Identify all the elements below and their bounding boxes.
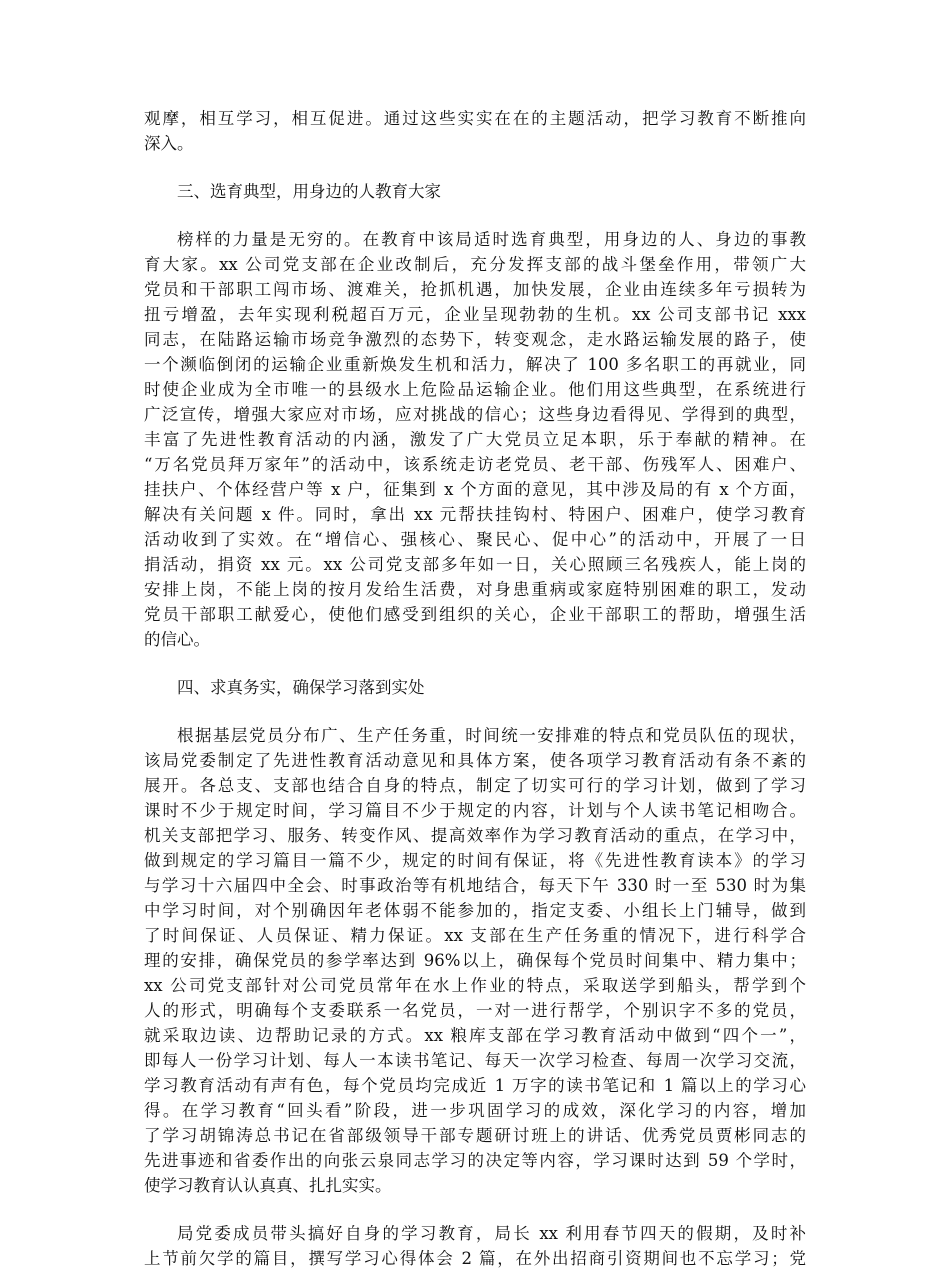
text-line: 的信心。 — [144, 630, 210, 649]
text-line: 展开。各总支、支部也结合自身的特点，制定了切实可行的学习计划，做到了学习 — [144, 776, 806, 795]
text-line: 得。在学习教育“回头看”阶段，进一步巩固学习的成效，深化学习的内容，增加 — [144, 1101, 806, 1120]
text-line: 学习教育活动有声有色，每个党员均完成近 1 万字的读书笔记和 1 篇以上的学习心 — [144, 1076, 806, 1095]
text-line: 榜样的力量是无穷的。在教育中该局适时选育典型，用身边的人、身边的事教 — [177, 230, 806, 249]
paragraph-leadership — [144, 1221, 806, 1271]
text-line: 中学习时间，对个别确因年老体弱不能参加的，指定支委、小组长上门辅导，做到 — [144, 901, 806, 920]
text-line: 活动收到了实效。在“增信心、强核心、聚民心、促中心”的活动中，开展了一日 — [144, 530, 806, 549]
text-line: 育大家。xx 公司党支部在企业改制后，充分发挥支部的战斗堡垒作用，带领广大 — [144, 255, 806, 274]
text-line: 一个濒临倒闭的运输企业重新焕发生机和活力，解决了 100 多名职工的再就业，同 — [144, 355, 806, 374]
text-line: 就采取边读、边帮助记录的方式。xx 粮库支部在学习教育活动中做到“四个一”， — [144, 1026, 806, 1045]
document-page — [144, 106, 806, 1271]
text-line: 捐活动，捐资 xx 元。xx 公司党支部多年如一日，关心照顾三名残疾人，能上岗的 — [144, 555, 806, 574]
text-line: 扭亏增盈，去年实现利税超百万元，企业呈现勃勃的生机。xx 公司支部书记 xxx — [144, 305, 806, 324]
text-line: 人的形式，明确每个支委联系一名党员，一对一进行帮学，个别识字不多的党员， — [144, 1001, 806, 1020]
text-line: xx 公司党支部针对公司党员常年在水上作业的特点，采取送学到船头，帮学到个 — [144, 976, 806, 995]
text-line: 该局党委制定了先进性教育活动意见和具体方案，使各项学习教育活动有条不紊的 — [144, 751, 806, 770]
section-heading-4: 四、求真务实，确保学习落到实处 — [177, 678, 425, 697]
text-line: 使学习教育认认真真、扎扎实实。 — [144, 1176, 392, 1195]
text-line: 了时间保证、人员保证、精力保证。xx 支部在生产任务重的情况下，进行科学合 — [144, 926, 806, 945]
text-line: 了学习胡锦涛总书记在省部级领导干部专题研讨班上的讲话、优秀党员贾彬同志的 — [144, 1126, 806, 1145]
text-line: 挂扶户、个体经营户等 x 户，征集到 x 个方面的意见，其中涉及局的有 x 个方面， — [144, 480, 806, 499]
paragraph-practical — [144, 723, 806, 1198]
text-line: 理的安排，确保党员的参学率达到 96%以上，确保每个党员时间集中、精力集中； — [144, 951, 806, 970]
text-line: 安排上岗，不能上岗的按月发给生活费，对身患重病或家庭特别困难的职工，发动 — [144, 580, 806, 599]
text-line: 广泛宣传，增强大家应对市场，应对挑战的信心；这些身边看得见、学得到的典型， — [144, 405, 806, 424]
text-line: 解决有关问题 x 件。同时，拿出 xx 元帮扶挂钩村、特困户、困难户，使学习教育 — [144, 505, 806, 524]
text-line: 观摩，相互学习，相互促进。通过这些实实在在的主题活动，把学习教育不断推向 — [144, 109, 806, 128]
text-line: 同志，在陆路运输市场竞争激烈的态势下，转变观念，走水路运输发展的路子，使 — [144, 330, 806, 349]
text-line: 先进事迹和省委作出的向张云泉同志学习的决定等内容，学习课时达到 59 个学时， — [144, 1151, 806, 1170]
text-line: “万名党员拜万家年”的活动中，该系统走访老党员、老干部、伤残军人、困难户、 — [144, 455, 806, 474]
section-heading-3: 三、选育典型，用身边的人教育大家 — [177, 182, 441, 201]
text-line: 时使企业成为全市唯一的县级水上危险品运输企业。他们用这些典型，在系统进行 — [144, 380, 806, 399]
text-line: 上节前欠学的篇目，撰写学习心得体会 2 篇，在外出招商引资期间也不忘学习；党 — [144, 1249, 806, 1268]
text-line: 党员干部职工献爱心，使他们感受到组织的关心，企业干部职工的帮助，增强生活 — [144, 605, 806, 624]
text-line: 丰富了先进性教育活动的内涵，激发了广大党员立足本职，乐于奉献的精神。在 — [144, 430, 806, 449]
text-line: 局党委成员带头搞好自身的学习教育，局长 xx 利用春节四天的假期，及时补 — [177, 1224, 806, 1243]
text-line: 机关支部把学习、服务、转变作风、提高效率作为学习教育活动的重点，在学习中， — [144, 826, 806, 845]
text-line: 深入。 — [144, 134, 194, 153]
paragraph-role-models — [144, 227, 806, 652]
text-line: 即每人一份学习计划、每人一本读书笔记、每天一次学习检查、每周一次学习交流， — [144, 1051, 806, 1070]
text-line: 做到规定的学习篇目一篇不少，规定的时间有保证，将《先进性教育读本》的学习 — [144, 851, 806, 870]
text-line: 根据基层党员分布广、生产任务重，时间统一安排难的特点和党员队伍的现状， — [177, 726, 806, 745]
text-line: 与学习十六届四中全会、时事政治等有机地结合，每天下午 330 时一至 530 时为集 — [144, 876, 806, 895]
paragraph-intro — [144, 106, 806, 156]
text-line: 党员和干部职工闯市场、渡难关，抢抓机遇，加快发展，企业由连续多年亏损转为 — [144, 280, 806, 299]
text-line: 课时不少于规定时间，学习篇目不少于规定的内容，计划与个人读书笔记相吻合。 — [144, 801, 806, 820]
